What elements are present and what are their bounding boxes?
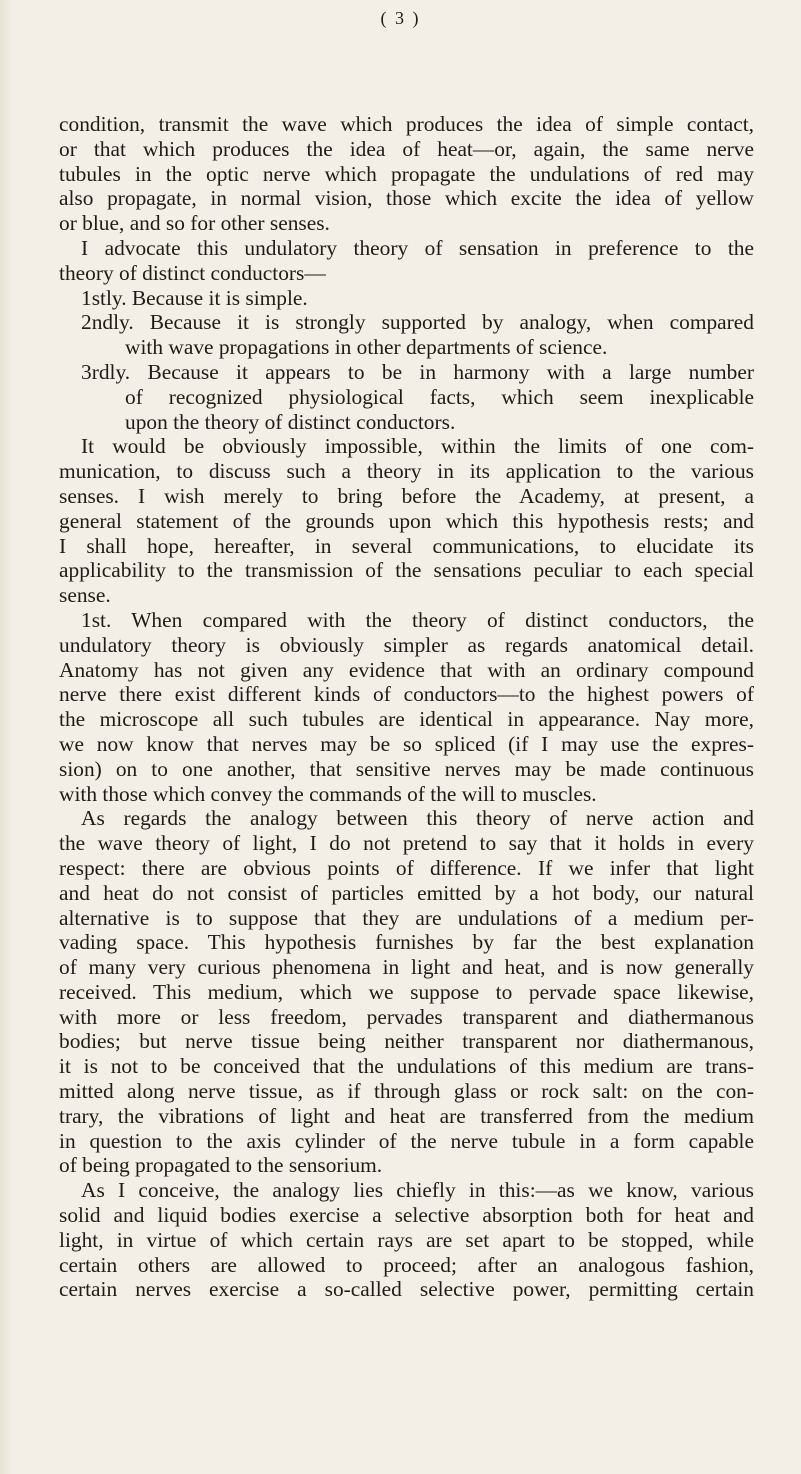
text-line: or that which produces the idea of heat—or, again, the same nerve [59,136,754,161]
text-line: also propagate, in normal vision, those which excite the idea of yellow [59,186,754,211]
text-line: I advocate this undulatory theory of sensation in preference to the [81,235,754,260]
text-line: senses. I wish merely to bring before the Academy, at present, a [59,483,754,508]
text-line: bodies; but nerve tissue being neither transparent nor diathermanous, [59,1029,754,1054]
text-line: of recognized physiological facts, which seem inexplicable [125,384,754,409]
text-line: in question to the axis cylinder of the nerve tubule in a form capable [59,1128,754,1153]
text-line: applicability to the transmission of the sensations peculiar to each special [59,558,754,583]
text-line: Anatomy has not given any evidence that with an ordinary compound [59,657,754,682]
text-line: with more or less freedom, pervades transparent and diathermanous [59,1004,754,1029]
text-line: As I conceive, the analogy lies chiefly in this:—as we know, various [81,1178,754,1203]
text-line: condition, transmit the wave which produces the idea of simple contact, [59,112,754,136]
text-line: we now know that nerves may be so spliced (if I may use the expres- [59,731,754,756]
text-line: light, in virtue of which certain rays are set apart to be stopped, while [59,1227,754,1252]
text-line: the wave theory of light, I do not pretend to say that it holds in every [59,831,754,856]
text-line: I shall hope, hereafter, in several communications, to elucidate its [59,533,754,558]
text-line: nerve there exist different kinds of conductors—to the highest powers of [59,682,754,707]
text-line: upon the theory of distinct conductors. [125,409,456,434]
text-line: 1st. When compared with the theory of distinct conductors, the [81,607,754,632]
text-line: trary, the vibrations of light and heat are transferred from the medium [59,1103,754,1128]
reason-2: 2ndly. Because it is strongly supported by analogy, when compared [81,310,754,335]
page-edge-shadow [0,0,12,1474]
text-line: with wave propagations in other departments of science. [125,335,608,360]
text-line: vading space. This hypothesis furnishes by far the best explanation [59,930,754,955]
text-line: alternative is to suppose that they are undulations of a medium per- [59,905,754,930]
reason-1: 1stly. Because it is simple. [81,285,308,310]
text-line: As regards the analogy between this theory of nerve action and [81,806,754,831]
text-line: certain others are allowed to proceed; after an analogous fashion, [59,1252,754,1277]
text-line: or blue, and so for other senses. [59,211,330,236]
text-line: mitted along nerve tissue, as if through glass or rock salt: on the con- [59,1079,754,1104]
text-line: and heat do not consist of particles emitted by a hot body, our natural [59,880,754,905]
page-number: ( 3 ) [380,8,421,28]
text-line: it is not to be conceived that the undulations of this medium are trans- [59,1054,754,1079]
text-line: respect: there are obvious points of difference. If we infer that light [59,855,754,880]
text-line: tubules in the optic nerve which propagate the undulations of red may [59,161,754,186]
text-line: theory of distinct conductors— [59,260,326,285]
text-line: munication, to discuss such a theory in its application to the various [59,459,754,484]
text-line: sion) on to one another, that sensitive nerves may be made continuous [59,756,754,781]
body-text [59,112,754,1302]
text-line: of being propagated to the sensorium. [59,1153,383,1178]
text-line: solid and liquid bodies exercise a selective absorption both for heat and [59,1203,754,1228]
text-line: with those which convey the commands of the will to muscles. [59,781,597,806]
text-line: undulatory theory is obviously simpler as regards anatomical detail. [59,632,754,657]
text-line: general statement of the grounds upon which this hypothesis rests; and [59,508,754,533]
text-line: It would be obviously impossible, within the limits of one com- [81,434,754,459]
text-line: of many very curious phenomena in light and heat, and is now generally [59,955,754,980]
reason-3: 3rdly. Because it appears to be in harmony with a large number [81,359,754,384]
text-line: the microscope all such tubules are identical in appearance. Nay more, [59,707,754,732]
text-line: sense. [59,583,111,608]
text-line: certain nerves exercise a so-called selective power, permitting certain [59,1277,754,1302]
text-line: received. This medium, which we suppose to pervade space likewise, [59,979,754,1004]
